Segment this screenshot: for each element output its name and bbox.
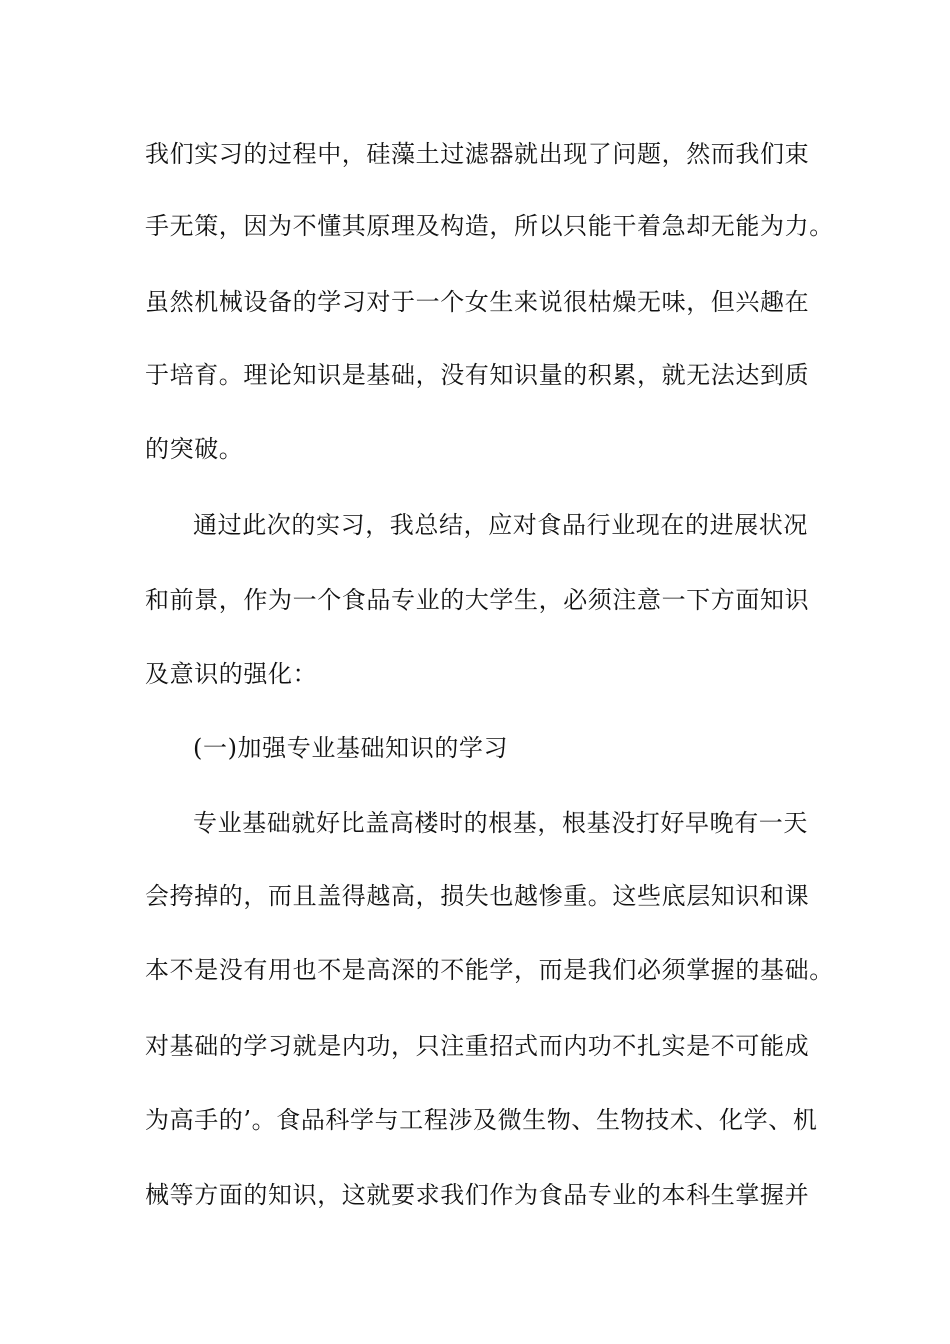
text-line: 我们实习的过程中，硅藻土过滤器就出现了问题，然而我们束 bbox=[145, 140, 810, 168]
text-line: 本不是没有用也不是高深的不能学，而是我们必须掌握的基础。 bbox=[145, 956, 834, 984]
text-line: 会挎掉的，而且盖得越高，损失也越惨重。这些底层知识和课 bbox=[145, 882, 810, 910]
section-heading: (一)加强专业基础知识的学习 bbox=[193, 734, 509, 762]
text-line: 械等方面的知识，这就要求我们作为食品专业的本科生掌握并 bbox=[145, 1181, 810, 1209]
paragraph-start-line: 专业基础就好比盖高楼时的根基，根基没打好早晚有一天 bbox=[193, 809, 808, 837]
text-line: 对基础的学习就是内功，只注重招式而内功不扎实是不可能成 bbox=[145, 1032, 810, 1060]
paragraph-start-line: 通过此次的实习，我总结，应对食品行业现在的进展状况 bbox=[193, 511, 808, 539]
text-line: 手无策，因为不懂其原理及构造，所以只能干着急却无能为力。 bbox=[145, 212, 834, 240]
text-line: 虽然机械设备的学习对于一个女生来说很枯燥无味，但兴趣在 bbox=[145, 288, 810, 316]
text-line: 的突破。 bbox=[145, 435, 244, 463]
text-line: 于培育。理论知识是基础，没有知识量的积累，就无法达到质 bbox=[145, 361, 810, 389]
text-line: 和前景，作为一个食品专业的大学生，必须注意一下方面知识 bbox=[145, 586, 810, 614]
text-line: 及意识的强化： bbox=[145, 660, 318, 688]
text-line: 为高手的’。食品科学与工程涉及微生物、生物技术、化学、机 bbox=[145, 1106, 818, 1134]
